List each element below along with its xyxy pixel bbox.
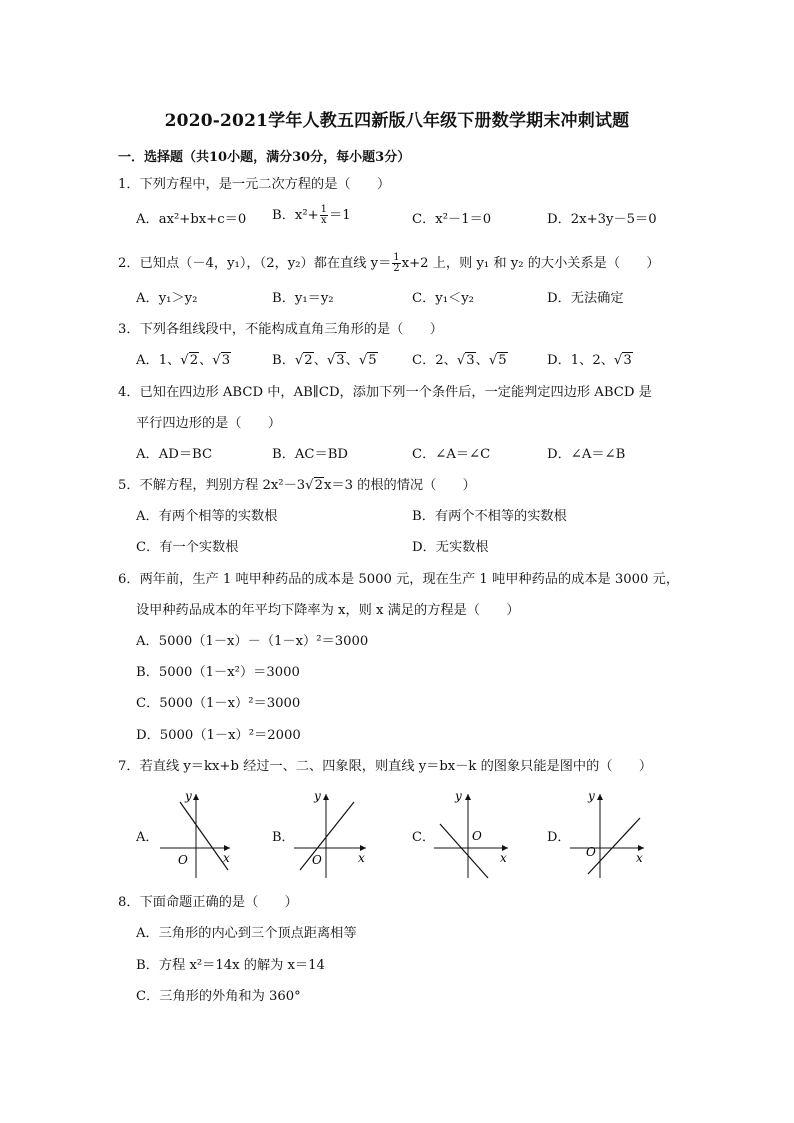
question-4-stem-line2: 平行四边形的是（ ） — [136, 416, 282, 431]
origin-label: O — [472, 829, 482, 843]
question-4-stem-line1: 4．已知在四边形 ABCD 中，AB∥CD，添加下列一个条件后，一定能判定四边形 ABCD 是 — [118, 385, 652, 400]
sqrt: √5 — [358, 353, 377, 368]
origin-label: O — [312, 853, 322, 867]
origin-label: O — [586, 845, 596, 859]
q4-option-c[interactable]: C．∠A＝∠C — [412, 447, 491, 462]
sqrt: √2 — [294, 353, 313, 368]
q1-option-c[interactable]: C．x²－1＝0 — [412, 212, 492, 227]
q7-option-a-label[interactable]: A． — [136, 830, 159, 845]
sqrt: √2 — [305, 478, 323, 493]
fraction: $\frac{1}{2}$ — [393, 252, 400, 274]
question-5-stem: 5．不解方程，判别方程 2x²－3√2x＝3 的根的情况（ ） — [118, 478, 476, 493]
q2-option-c[interactable]: C．y₁＜y₂ — [412, 291, 474, 306]
q8-option-a[interactable]: A．三角形的内心到三个顶点距离相等 — [136, 926, 357, 941]
q3-option-b[interactable]: B．√2、√3、√5 — [272, 353, 377, 368]
sqrt: √3 — [212, 353, 231, 368]
q7-option-b-label[interactable]: B． — [272, 830, 295, 845]
page-title: 2020-2021学年人教五四新版八年级下册数学期末冲刺试题 — [164, 111, 630, 131]
q2-option-d[interactable]: D．无法确定 — [547, 291, 624, 306]
q6-option-b[interactable]: B．5000（1－x²）＝3000 — [136, 665, 300, 680]
q4-option-d[interactable]: D．∠A＝∠B — [547, 447, 626, 462]
axis-x-label: x — [636, 851, 643, 865]
axis-x-label: x — [358, 851, 365, 865]
q4-option-b[interactable]: B．AC＝BD — [272, 447, 348, 462]
sqrt: √2 — [180, 353, 199, 368]
fraction: $\frac{1}{x}$ — [320, 204, 328, 226]
q7-option-c-graph[interactable] — [432, 786, 522, 880]
q1-option-a[interactable]: A．ax²+bx+c＝0 — [136, 212, 247, 227]
q7-option-c-label[interactable]: C． — [412, 830, 435, 845]
question-6-stem-line2: 设甲种药品成本的年平均下降率为 x，则 x 满足的方程是（ ） — [136, 603, 520, 618]
q7-option-d-label[interactable]: D． — [547, 830, 571, 845]
sqrt: √3 — [326, 353, 345, 368]
q7-option-a-graph[interactable] — [158, 786, 248, 880]
question-2-stem: 2．已知点（－4，y₁），（2，y₂）都在直线 y＝ $\frac{1}{2}$ x+2 上，则 y₁ 和 y₂ 的大小关系是（ ） — [118, 252, 660, 274]
axis-y-label: y — [185, 789, 192, 803]
question-6-stem-line1: 6．两年前，生产 1 吨甲种药品的成本是 5000 元，现在生产 1 吨甲种药品的成本是 3000 元， — [118, 572, 680, 587]
q7-option-b-graph[interactable] — [292, 786, 382, 880]
q2-option-a[interactable]: A．y₁＞y₂ — [136, 291, 198, 306]
sqrt: √5 — [488, 353, 507, 368]
axis-y-label: y — [314, 789, 321, 803]
axis-x-label: x — [500, 851, 507, 865]
sqrt: √3 — [613, 353, 632, 368]
q1-option-b[interactable]: B．x²+ $\frac{1}{x}$ ＝1 — [272, 204, 351, 226]
question-1-stem: 1．下列方程中，是一元二次方程的是（ ） — [118, 177, 391, 192]
axis-y-label: y — [588, 789, 595, 803]
q5-option-a[interactable]: A．有两个相等的实数根 — [136, 509, 278, 524]
q6-option-c[interactable]: C．5000（1－x）²＝3000 — [136, 696, 301, 711]
question-8-stem: 8．下面命题正确的是（ ） — [118, 895, 298, 910]
section-heading: 一．选择题（共10小题，满分30分，每小题3分） — [118, 150, 411, 165]
q5-option-c[interactable]: C．有一个实数根 — [136, 540, 239, 555]
q3-option-d[interactable]: D．1、2、√3 — [547, 353, 632, 368]
question-3-stem: 3．下列各组线段中，不能构成直角三角形的是（ ） — [118, 322, 443, 337]
q1-option-d[interactable]: D．2x+3y－5＝0 — [547, 212, 657, 227]
q5-option-d[interactable]: D．无实数根 — [412, 540, 489, 555]
q4-option-a[interactable]: A．AD＝BC — [136, 447, 213, 462]
origin-label: O — [178, 853, 188, 867]
q8-option-c[interactable]: C．三角形的外角和为 360° — [136, 989, 301, 1004]
q3-option-c[interactable]: C．2、√3、√5 — [412, 353, 507, 368]
q8-option-b[interactable]: B．方程 x²＝14x 的解为 x＝14 — [136, 958, 325, 973]
question-7-stem: 7．若直线 y＝kx+b 经过一、二、四象限，则直线 y＝bx－k 的图象只能是图中的（ ） — [118, 759, 653, 774]
q7-option-d-graph[interactable] — [568, 786, 658, 880]
q5-option-b[interactable]: B．有两个不相等的实数根 — [412, 509, 567, 524]
q2-option-b[interactable]: B．y₁＝y₂ — [272, 291, 334, 306]
q3-option-a[interactable]: A．1、√2、√3 — [136, 353, 231, 368]
q6-option-d[interactable]: D．5000（1－x）²＝2000 — [136, 728, 301, 743]
axis-y-label: y — [455, 789, 462, 803]
sqrt: √3 — [456, 353, 475, 368]
q6-option-a[interactable]: A．5000（1－x）－（1－x）²＝3000 — [136, 634, 369, 649]
axis-x-label: x — [223, 851, 230, 865]
